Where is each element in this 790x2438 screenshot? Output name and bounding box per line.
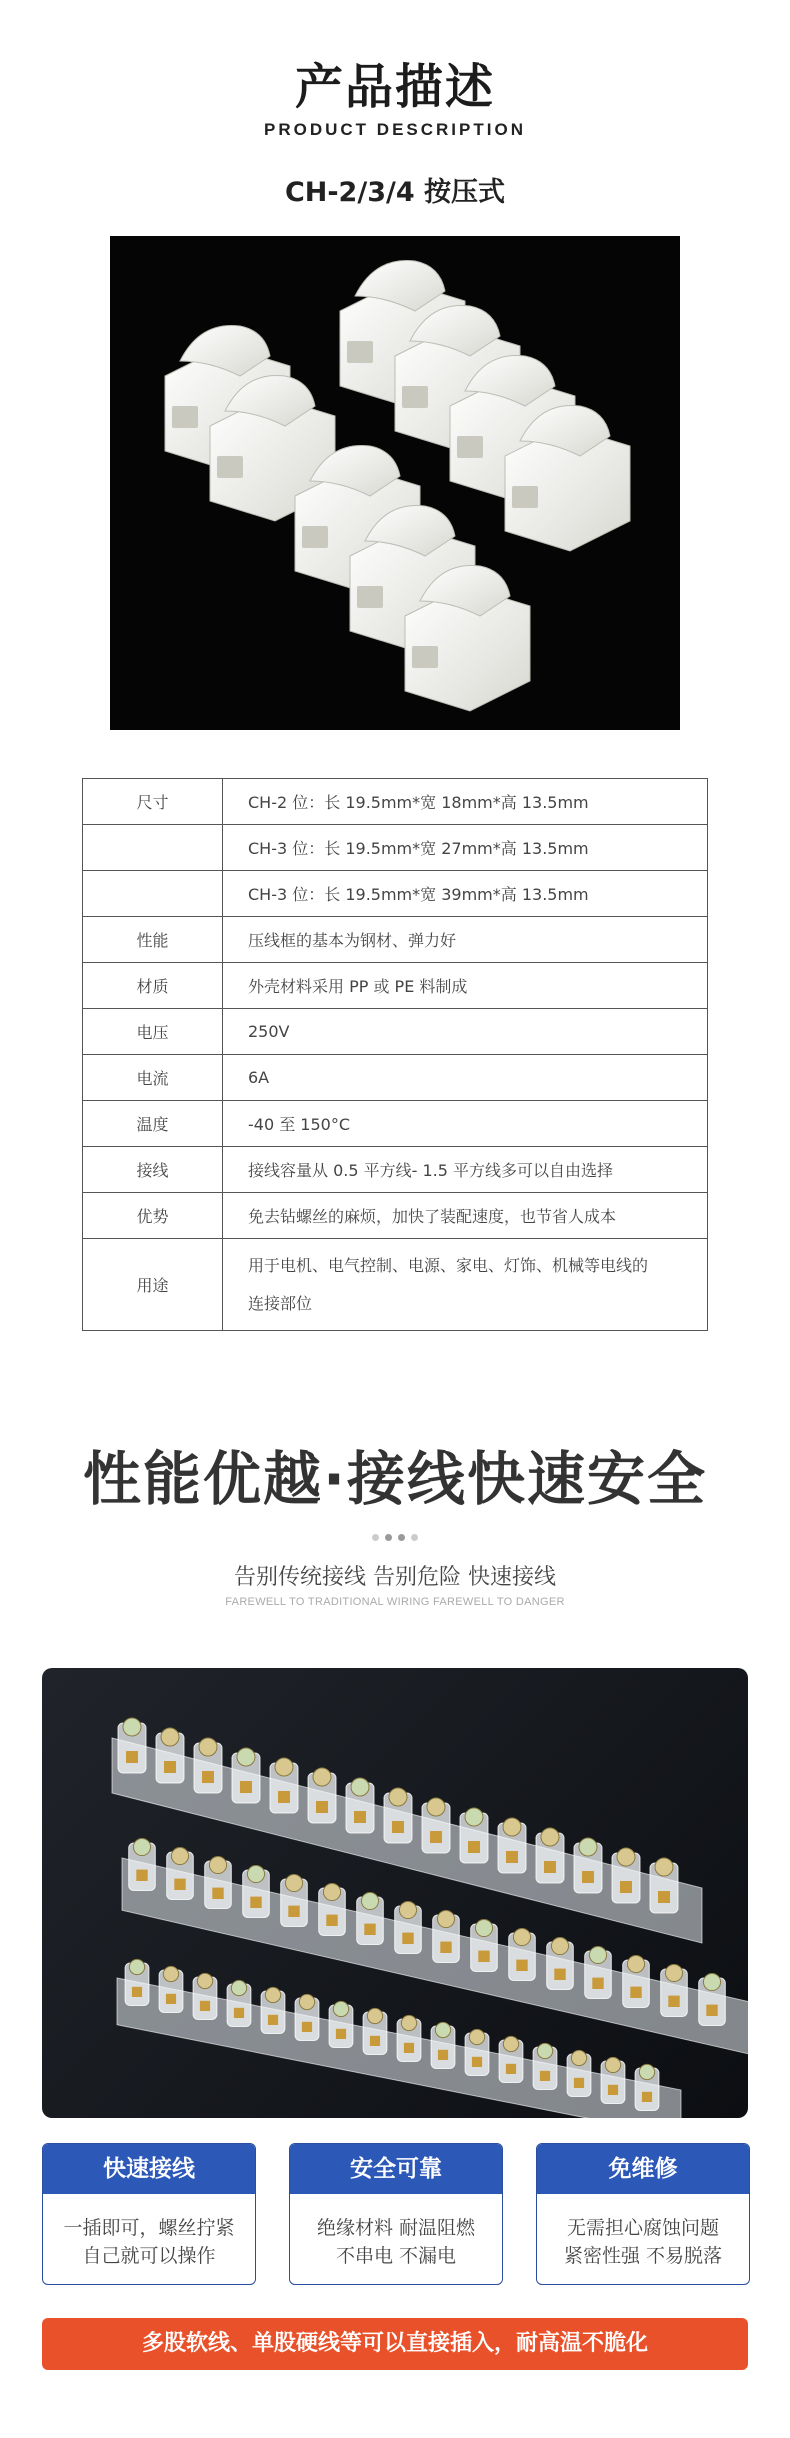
divider-dots <box>0 1530 790 1544</box>
feature-card-fast-wiring <box>42 2143 256 2285</box>
spec-key: 性能 <box>83 917 223 963</box>
spec-value: 压线框的基本为钢材、弹力好 <box>223 917 708 963</box>
spec-key: 优势 <box>83 1193 223 1239</box>
section-subtitle: 告别传统接线 告别危险 快速接线 <box>234 1565 556 1590</box>
model-name: CH-2/3/4 按压式 <box>284 177 506 208</box>
spec-value <box>223 1239 708 1331</box>
spec-value: CH-3 位：长 19.5mm*宽 27mm*高 13.5mm <box>223 825 708 871</box>
spec-value: 250V <box>223 1009 708 1055</box>
feature-text: 紧密性强 不易脱落 <box>563 2245 723 2267</box>
spec-key: 用途 <box>83 1239 223 1331</box>
table-row <box>83 871 708 917</box>
table-row <box>83 1147 708 1193</box>
table-row <box>83 825 708 871</box>
table-row <box>83 779 708 825</box>
table-row <box>83 1009 708 1055</box>
feature-text: 一插即可，螺丝拧紧 <box>63 2217 235 2239</box>
spec-value: 免去钻螺丝的麻烦，加快了装配速度，也节省人成本 <box>223 1193 708 1239</box>
spec-value: -40 至 150°C <box>223 1101 708 1147</box>
spec-key: 接线 <box>83 1147 223 1193</box>
feature-title: 快速接线 <box>43 2144 255 2194</box>
table-row <box>83 1101 708 1147</box>
feature-title: 安全可靠 <box>290 2144 502 2194</box>
table-row <box>83 1239 708 1331</box>
spec-value: 外壳材料采用 PP 或 PE 料制成 <box>223 963 708 1009</box>
spec-value-line: 用于电机、电气控制、电源、家电、灯饰、机械等电线的 <box>248 1255 649 1275</box>
spec-value: CH-3 位：长 19.5mm*宽 39mm*高 13.5mm <box>223 871 708 917</box>
table-row <box>83 917 708 963</box>
feature-text: 不串电 不漏电 <box>335 2245 457 2267</box>
feature-text: 自己就可以操作 <box>82 2245 216 2267</box>
section-subtitle-en: FAREWELL TO TRADITIONAL WIRING FAREWELL TO DANGER <box>225 1596 565 1608</box>
spec-value-line: 连接部位 <box>248 1293 313 1313</box>
table-row <box>83 1055 708 1101</box>
table-row <box>83 1193 708 1239</box>
page-subtitle: PRODUCT DESCRIPTION <box>264 120 526 139</box>
spec-key: 电流 <box>83 1055 223 1101</box>
spec-table <box>82 778 708 1331</box>
spec-key: 电压 <box>83 1009 223 1055</box>
spec-key: 材质 <box>83 963 223 1009</box>
bottom-banner: 多股软线、单股硬线等可以直接插入，耐高温不脆化 <box>42 2318 748 2370</box>
spec-key: 温度 <box>83 1101 223 1147</box>
spec-value: CH-2 位：长 19.5mm*宽 18mm*高 13.5mm <box>223 779 708 825</box>
feature-card-maintenance-free <box>536 2143 750 2285</box>
feature-text: 绝缘材料 耐温阻燃 <box>316 2217 476 2239</box>
table-row <box>83 963 708 1009</box>
terminal-strip-photo <box>42 1668 748 2118</box>
section-headline: 性能优越·接线快速安全 <box>82 1445 708 1513</box>
feature-card-safe <box>289 2143 503 2285</box>
spec-key: 尺寸 <box>83 779 223 825</box>
spec-value: 接线容量从 0.5 平方线- 1.5 平方线多可以自由选择 <box>223 1147 708 1193</box>
page-title: 产品描述 <box>294 59 495 115</box>
connector-photo <box>110 236 680 730</box>
spec-key <box>83 871 223 917</box>
spec-value: 6A <box>223 1055 708 1101</box>
feature-text: 无需担心腐蚀问题 <box>566 2217 719 2239</box>
spec-key <box>83 825 223 871</box>
feature-title: 免维修 <box>537 2144 749 2194</box>
